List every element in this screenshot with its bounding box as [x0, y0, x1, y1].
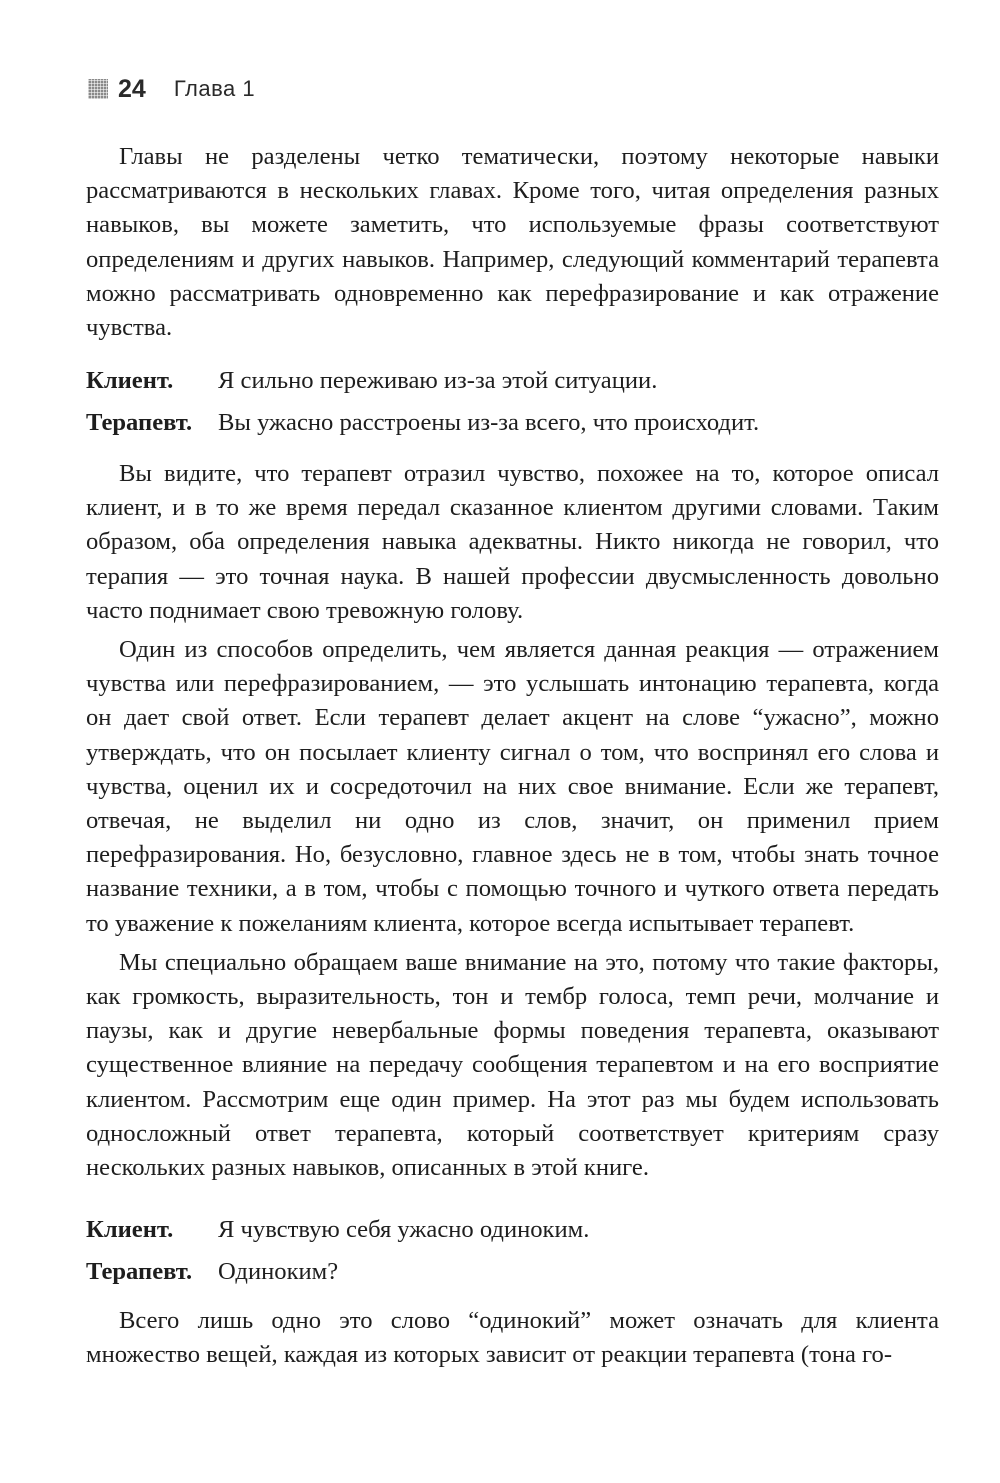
- utterance: Я сильно переживаю из-за этой ситуации.: [218, 367, 658, 394]
- dialogue-line-client: [86, 360, 939, 402]
- dialogue-example-1: [86, 360, 939, 444]
- speaker-label: Клиент.: [86, 367, 174, 394]
- dialogue-example-2: [86, 1209, 939, 1293]
- paragraph: Всего лишь одно это слово “одинокий” может означать для клиента множество вещей, каждая из которых зависит от реакции терапевта (тона го-: [86, 1307, 939, 1369]
- paragraph: Мы специально обращаем ваше внимание на это, потому что такие факторы, как громкость, выразительность, тон и тембр голоса, темп речи, молчание и паузы, как и другие невербальные формы поведения терапевта, оказывают существенное влияние на передачу сообщения терапевтом и на его восприятие клиентом. Рассмотрим еще один пример. На этот раз мы будем использовать односложный ответ терапевта, который соответствует критериям сразу нескольких разных навыков, описанных в этой книге.: [86, 948, 939, 1182]
- speaker-label: Терапевт.: [86, 409, 193, 436]
- chapter-title: Глава 1: [173, 76, 256, 101]
- utterance: Я чувствую себя ужасно одиноким.: [218, 1216, 590, 1243]
- utterance: Вы ужасно расстроены из-за всего, что происходит.: [218, 409, 760, 436]
- dialogue-line-client: [86, 1209, 939, 1251]
- dialogue-line-therapist: [86, 1251, 939, 1293]
- page-number: 24: [118, 74, 146, 103]
- speaker-label: Клиент.: [86, 1216, 174, 1243]
- page-marker-icon: [88, 79, 108, 99]
- utterance: Одиноким?: [218, 1258, 339, 1285]
- text-block-3: [86, 1304, 939, 1372]
- paragraph: Один из способов определить, чем является данная реакция — отражением чувства или перефразированием, — это услышать интонацию терапевта, когда он дает свой ответ. Если терапевт делает акцент на слове “ужасно”, можно утверждать, что он посылает клиенту сигнал о том, что воспринял его слова и чувства, оценил их и сосредоточил на них свое внимание. Если же терапевт, отвечая, не выделил ни одно из слов, значит, он применил прием перефразирования. Но, безусловно, главное здесь не в том, чтобы знать точное название техники, а в том, чтобы с помощью точного и чуткого ответа передать то уважение к пожеланиям клиента, которое всегда испытывает терапевт.: [86, 636, 939, 937]
- paragraph: Вы видите, что терапевт отразил чувство, похожее на то, которое описал клиент, и в то же время передал сказанное клиентом другими словами. Таким образом, оба определения навыка адекватны. Никто никогда не говорил, что терапия — это точная наука. В нашей профессии двусмысленность довольно часто поднимает свою тревожную голову.: [86, 460, 939, 624]
- running-header: [88, 72, 255, 106]
- text-block-2: [86, 457, 939, 1185]
- dialogue-line-therapist: [86, 402, 939, 444]
- paragraph: Главы не разделены четко тематически, поэтому некоторые навыки рассматриваются в нескольких главах. Кроме того, читая определения разных навыков, вы можете заметить, что используемые фразы соответствуют определениям и других навыков. Например, следующий комментарий терапевта можно рассматривать одновременно как перефразирование и как отражение чувства.: [86, 143, 939, 342]
- speaker-label: Терапевт.: [86, 1258, 193, 1285]
- text-block-1: [86, 140, 939, 345]
